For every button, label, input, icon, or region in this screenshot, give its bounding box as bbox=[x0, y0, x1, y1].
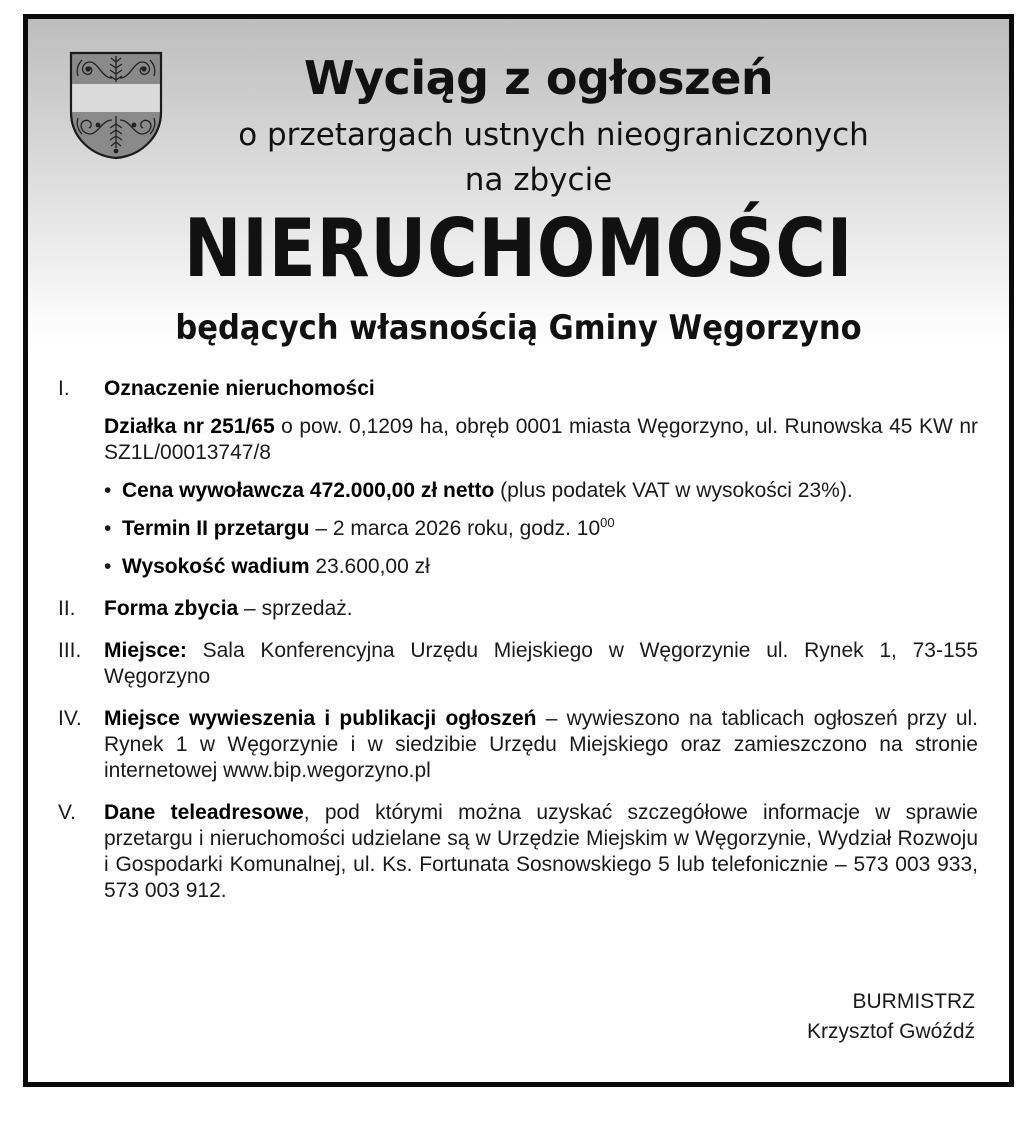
list-item-deposit bbox=[104, 554, 978, 580]
section-heading: Forma zbycia bbox=[104, 597, 239, 620]
bullet-icon: • bbox=[104, 555, 112, 578]
auction-date-label: Termin II przetargu bbox=[122, 517, 310, 540]
announcement-owner-line: będących własnością Gminy Węgorzyno bbox=[175, 308, 862, 348]
section-heading: Miejsce wywieszenia i publikacji ogłoszeń bbox=[104, 707, 537, 730]
announcement-body bbox=[58, 376, 978, 920]
signatory-role: BURMISTRZ bbox=[852, 990, 975, 1013]
signature-block bbox=[807, 987, 975, 1047]
announcement-frame bbox=[23, 14, 1014, 1087]
auction-date-value: – 2 marca 2026 roku, godz. 10 bbox=[309, 517, 601, 540]
starting-price-note: (plus podatek VAT w wysokości 23%). bbox=[494, 479, 853, 502]
section-contact-details bbox=[58, 800, 978, 904]
bullet-icon: • bbox=[104, 517, 112, 540]
section-form-of-sale bbox=[58, 596, 978, 622]
plot-description bbox=[104, 414, 978, 466]
section-text: Sala Konferencyjna Urzędu Miejskiego w Węgorzynie ul. Rynek 1, 73-155 Węgorzyno bbox=[104, 639, 978, 688]
section-text: – sprzedaż. bbox=[238, 597, 353, 620]
section-property-designation bbox=[58, 376, 978, 580]
starting-price-label: Cena wywoławcza 472.000,00 zł netto bbox=[122, 479, 495, 502]
bullet-icon: • bbox=[104, 479, 112, 502]
section-heading: Miejsce: bbox=[104, 639, 187, 662]
announcement-title: Wyciąg z ogłoszeń bbox=[303, 51, 774, 105]
section-publication-place bbox=[58, 706, 978, 784]
deposit-value: 23.600,00 zł bbox=[309, 555, 430, 578]
section-text: – wywieszono na tablicach ogłoszeń przy ul. Rynek 1 w Węgorzynie i w siedzibie Urzędu Miejskiego oraz zamieszczono na stronie internetowej www.bip.wegorzyno.pl bbox=[104, 707, 978, 782]
list-item-auction-date bbox=[104, 516, 978, 542]
plot-number: Działka nr 251/65 bbox=[104, 415, 275, 438]
section-heading: Dane teleadresowe bbox=[104, 801, 304, 824]
deposit-label: Wysokość wadium bbox=[122, 555, 310, 578]
section-number: IV. bbox=[58, 707, 82, 730]
auction-time-minutes: 00 bbox=[600, 515, 615, 530]
list-item-starting-price bbox=[104, 478, 978, 504]
signatory-name: Krzysztof Gwóźdź bbox=[806, 1020, 975, 1043]
section-place bbox=[58, 638, 978, 690]
announcement-subtitle: o przetargach ustnych nieograniczonych bbox=[238, 117, 869, 153]
section-heading: Oznaczenie nieruchomości bbox=[104, 377, 375, 400]
announcement-main-heading: NIERUCHOMOŚCI bbox=[183, 202, 854, 295]
plot-details: o pow. 0,1209 ha, obręb 0001 miasta Węgorzyno, ul. Runowska 45 KW nr SZ1L/00013747/8 bbox=[104, 415, 979, 464]
section-number: I. bbox=[58, 377, 70, 400]
announcement-subtitle-2: na zbycie bbox=[464, 162, 613, 198]
property-details-list bbox=[104, 478, 978, 580]
section-number: V. bbox=[58, 801, 76, 824]
section-number: III. bbox=[58, 639, 82, 662]
section-number: II. bbox=[58, 597, 76, 620]
section-text: , pod którymi można uzyskać szczegółowe informacje w sprawie przetargu i nieruchomości udzielane są w Urzędzie Miejskim w Węgorzynie, Wydział Rozwoju i Gospodarki Komunalnej, ul. Ks. Fortunata Sosnowskiego 5 lub telefonicznie – 573 003 933, 573 003 912. bbox=[104, 801, 978, 902]
